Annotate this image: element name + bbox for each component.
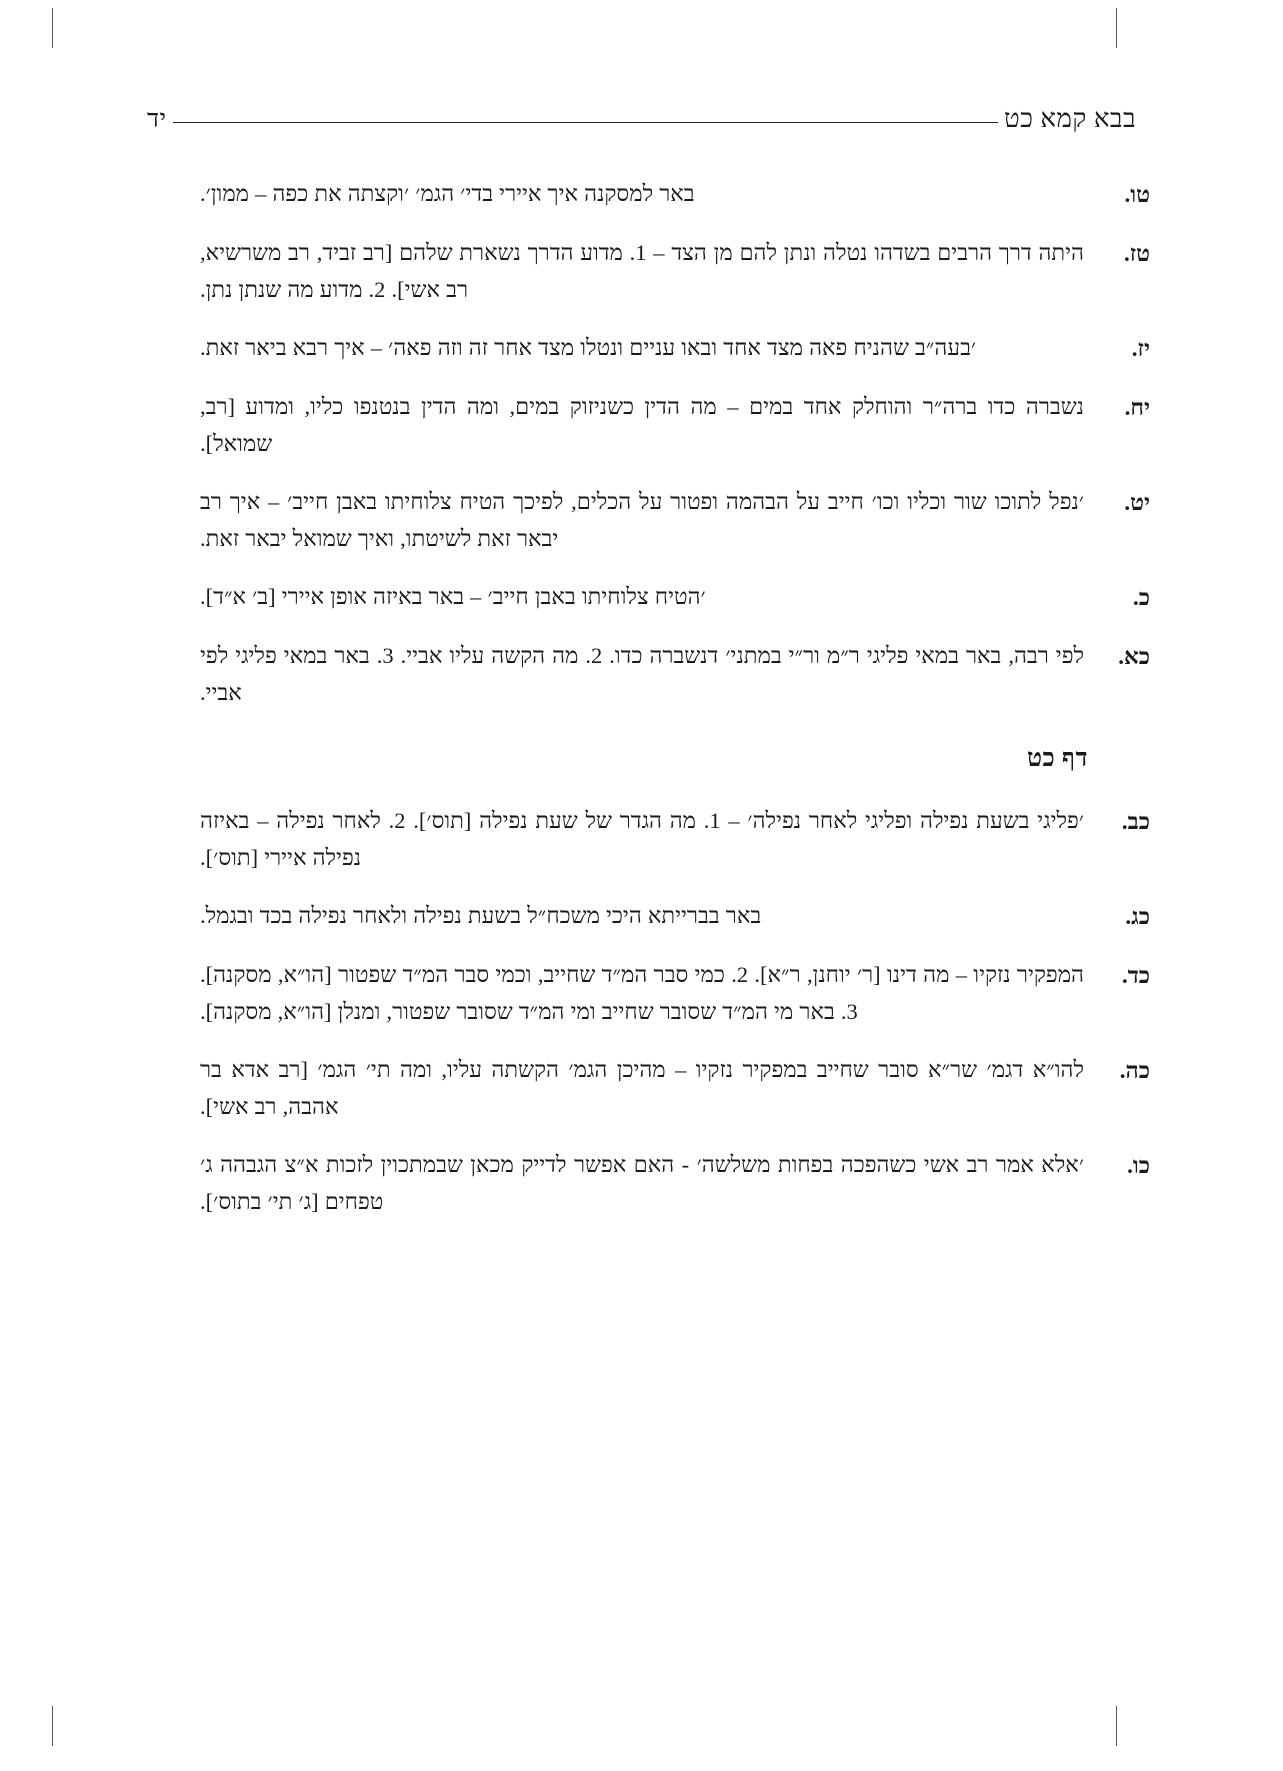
list-item [200,1147,1150,1220]
item-text: להו״א דגמ׳ שר״א סובר שחייב במפקיר נזקיו – מהיכן הגמ׳ הקשתה עליו, ומה תי׳ הגמ׳ [רב אדא בר אהבה, רב אשי]. [200,1057,1084,1119]
page-number: יד [147,105,167,133]
item-marker: כה. [1119,1058,1150,1084]
crop-mark-bottom-left [52,1706,92,1746]
section-heading: דף כט [1026,745,1088,773]
item-text: באר בברייתא היכי משכח״ל בשעת נפילה ולאחר נפילה בכד ובגמל. [200,903,762,929]
item-text: נשברה כדו ברה״ר והוחלק אחד במים – מה הדין כשניזוק במים, ומה הדין בנטנפו כליו, ומדוע [רב, שמואל]. [200,394,1084,456]
list-item [200,484,1150,557]
list-item [200,638,1150,711]
item-text: ׳הטיח צלוחיתו באבן חייב׳ – באר באיזה אופן איירי [ב׳ א״ד]. [200,584,706,610]
list-item [200,176,1150,213]
item-marker: כא. [1118,644,1150,670]
item-text: ׳אלא אמר רב אשי כשהפכה בפחות משלשה׳ - האם אפשר לדייק מכאן שבמתכוין לזכות א״צ הגבהה ג׳ טפחים [ג׳ תי׳ בתוס׳]. [200,1152,1084,1214]
item-marker: כב. [1121,809,1150,835]
list-item [200,803,1150,876]
list-item [200,898,1150,935]
item-text: המפקיר נזקיו – מה דינו [ר׳ יוחנן, ר״א]. 2. כמי סבר המ״ד שחייב, וכמי סבר המ״ד שפטור [הו״א, מסקנה]. 3. באר מי המ״ד שסובר שחייב ומי המ״ד שסובר שפטור, ומנלן [הו״א, מסקנה]. [200,962,1084,1024]
list-item [200,389,1150,462]
item-text: באר למסקנה איך איירי בדי׳ הגמ׳ ׳וקצתה את כפה – ממון׳. [200,181,695,206]
item-marker: טו. [1124,182,1150,207]
item-text: היתה דרך הרבים בשדהו נטלה ונתן להם מן הצד – 1. מדוע הדרך נשארת שלהם [רב זביד, רב משרשיא, רב אשי]. 2. מדוע מה שנתן נתן. [200,240,1084,302]
list-item [200,957,1150,1030]
page-header [133,96,1150,142]
item-text: ׳בעה״ב שהניח פאה מצד אחד ובאו עניים ונטלו מצד אחר זה וזה פאה׳ – איך רבא ביאר זאת. [200,335,977,361]
item-text: לפי רבה, באר במאי פליגי ר״מ ור״י במתני׳ דנשברה כדו. 2. מה הקשה עליו אביי. 3. באר במאי פליגי לפי אביי. [200,643,1085,705]
list-item [200,579,1150,616]
item-marker: יח. [1124,395,1150,421]
crop-mark-top-right [1077,8,1117,48]
list-item [200,330,1150,367]
item-marker: טז. [1123,241,1150,267]
question-list [200,176,1150,1242]
item-marker: יט. [1124,490,1150,516]
list-item [200,235,1150,308]
header-tractate-title: בבא קמא כט [1003,104,1136,133]
item-marker: יז. [1131,336,1150,362]
header-divider-rule [173,122,998,123]
item-text: ׳פליגי בשעת נפילה ופליגי לאחר נפילה׳ – 1. מה הגדר של שעת נפילה [תוס׳]. 2. לאחר נפילה – באיזה נפילה איירי [תוס׳]. [200,808,1084,870]
item-marker: כ. [1133,585,1150,611]
crop-mark-top-left [52,8,92,48]
list-item [200,1052,1150,1125]
crop-mark-bottom-right [1077,1706,1117,1746]
item-marker: כג. [1125,904,1150,930]
item-marker: כד. [1121,963,1150,989]
item-text: ׳נפל לתוכו שור וכליו וכו׳ חייב על הבהמה ופטור על הכלים, לפיכך הטיח צלוחיתו באבן חייב׳ – איך רב יבאר זאת לשיטתו, ואיך שמואל יבאר זאת. [200,489,1084,551]
item-marker: כו. [1127,1153,1150,1179]
